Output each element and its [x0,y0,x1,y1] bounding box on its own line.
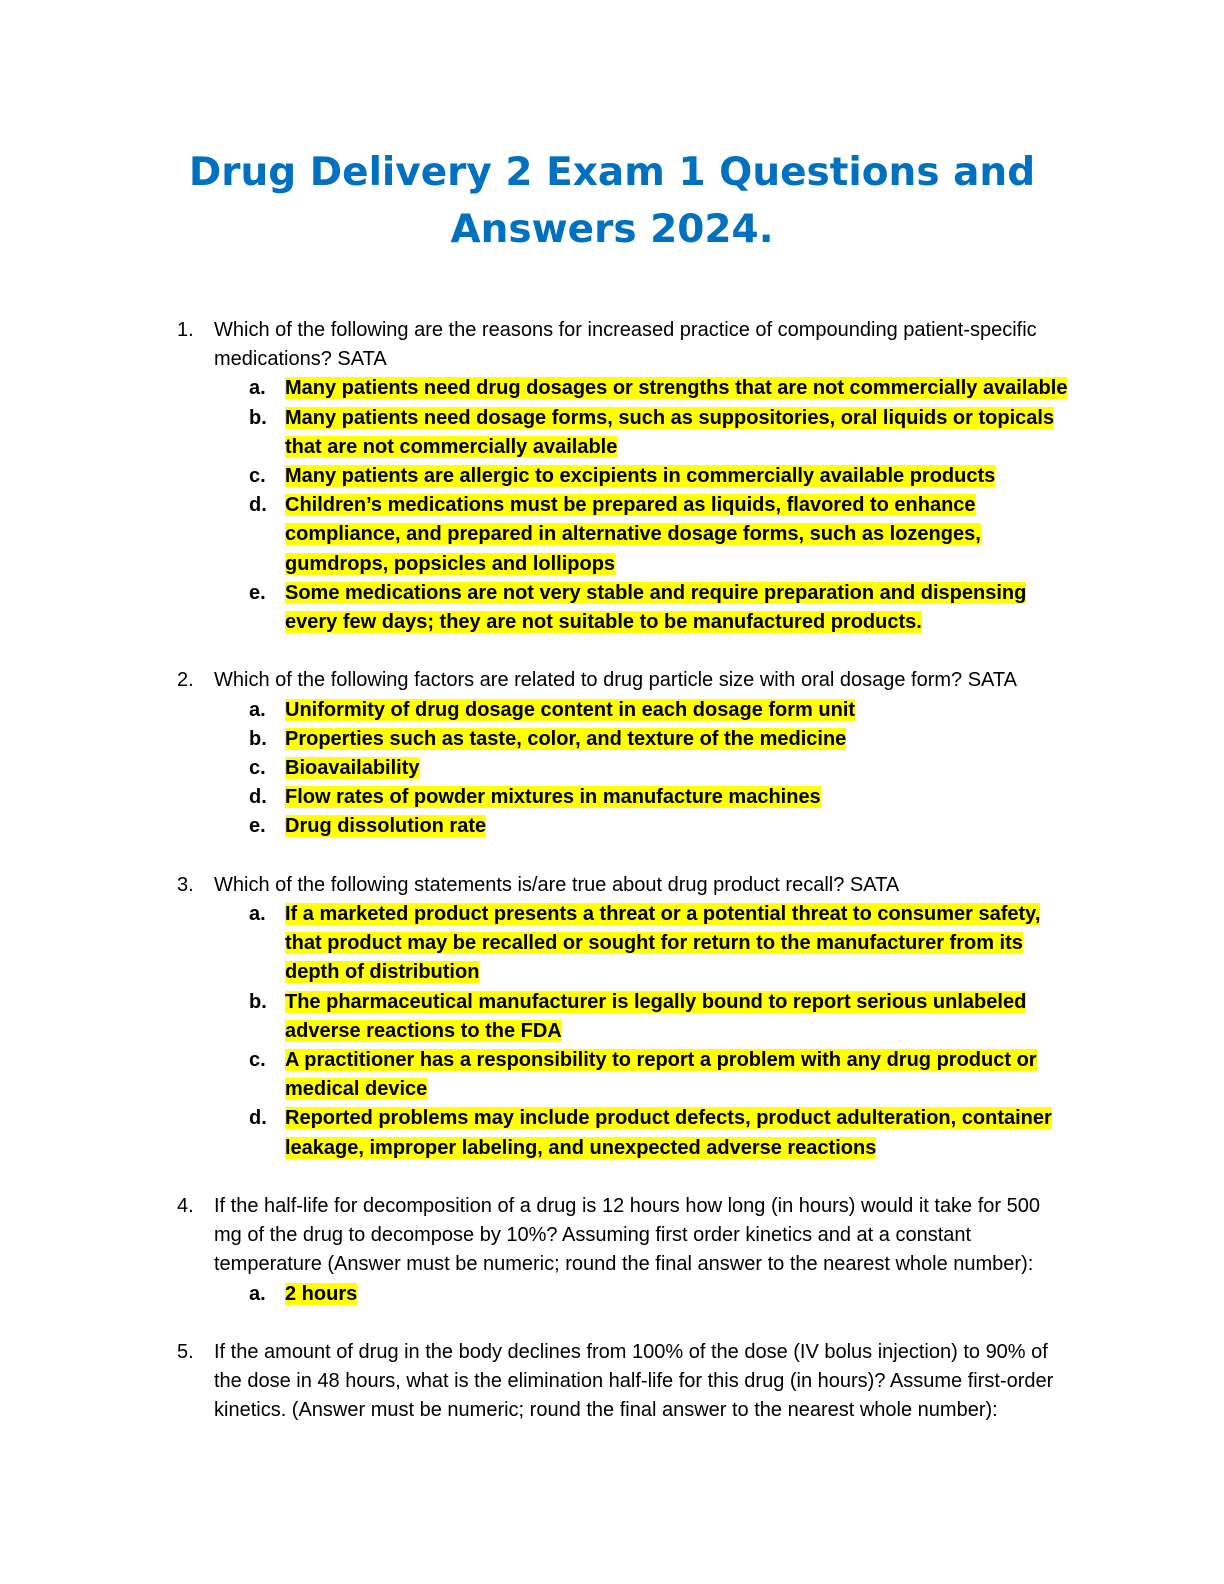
answer-option [0,404,1224,462]
option-letter: b. [249,990,267,1013]
answer-option [0,1104,1224,1162]
question-4 [0,1192,1224,1309]
option-letter: a. [249,377,266,400]
option-letter: a. [249,1282,266,1305]
option-text: Bioavailability [285,757,420,780]
option-letter: c. [249,465,266,488]
answer-options [0,696,1224,842]
option-text: A practitioner has a responsibility to report a problem with any drug product or medical device [285,1049,1037,1101]
option-text: Many patients are allergic to excipients in commercially available products [285,465,996,488]
answer-option [0,725,1224,754]
question-number: 1. [177,319,194,341]
answer-option [0,754,1224,783]
option-letter: a. [249,698,266,721]
option-text: 2 hours [285,1282,358,1305]
title-line-2: Answers 2024. [450,207,774,252]
question-text: Which of the following are the reasons for increased practice of compounding patient-specific medications? SATA [214,319,1037,371]
option-letter: a. [249,903,266,926]
option-letter: c. [249,757,266,780]
question-text: Which of the following factors are related to drug particle size with oral dosage form? SATA [214,669,1017,692]
answer-option [0,812,1224,841]
answer-option [0,900,1224,988]
option-letter: d. [249,786,267,809]
answer-options [0,900,1224,1163]
question-text: If the amount of drug in the body declines from 100% of the dose (IV bolus injection) to 90% of the dose in 48 hours, what is the elimination half-life for this drug (in hours)? Assume first-order kinetics. (Answer must be numeric; round the final answer to the nearest whole number): [214,1341,1054,1422]
option-text: Reported problems may include product defects, product adulteration, container leakage, improper labeling, and unexpected adverse reactions [285,1107,1052,1159]
option-text: Many patients need dosage forms, such as suppositories, oral liquids or topicals that are not commercially available [285,406,1055,458]
answer-options [0,374,1224,637]
title-line-1: Drug Delivery 2 Exam 1 Questions and [188,150,1036,195]
option-text: Some medications are not very stable and require preparation and dispensing every few days; they are not suitable to be manufactured products. [285,581,1027,634]
question-number: 4. [177,1195,194,1218]
option-letter: b. [249,406,267,429]
question-number: 5. [177,1341,194,1364]
option-letter: d. [249,1107,267,1130]
answer-option [0,783,1224,812]
question-text: If the half-life for decomposition of a drug is 12 hours how long (in hours) would it take for 500 mg of the drug to decompose by 10%? Assuming first order kinetics and at a constant temperature (Answer must be numeric; round the final answer to the nearest whole number): [214,1195,1041,1276]
option-text: Children’s medications must be prepared as liquids, flavored to enhance compliance, and prepared in alternative dosage forms, such as lozenges, gumdrops, popsicles and lollipops [285,494,981,575]
option-text: Properties such as taste, color, and texture of the medicine [285,727,847,750]
option-text: The pharmaceutical manufacturer is legally bound to report serious unlabeled adverse reactions to the FDA [285,990,1027,1042]
answer-option [0,988,1224,1046]
question-number: 2. [177,669,194,692]
question-number: 3. [177,873,194,896]
question-1 [0,316,1224,637]
question-3 [0,871,1224,1163]
answer-option [0,1280,1224,1309]
option-text: Flow rates of powder mixtures in manufacture machines [285,786,821,809]
option-text: Many patients need drug dosages or strengths that are not commercially available [285,377,1068,400]
option-text: If a marketed product presents a threat or a potential threat to consumer safety, that product may be recalled or sought for return to the manufacturer from its depth of distribution [285,903,1041,984]
question-5 [0,1338,1224,1426]
answer-option [0,374,1224,403]
answer-options [0,1280,1224,1309]
answer-option [0,579,1224,637]
option-letter: e. [249,815,266,838]
page-title [150,144,1074,258]
answer-option [0,696,1224,725]
option-letter: c. [249,1049,266,1072]
option-text: Drug dissolution rate [285,815,487,838]
question-2 [0,666,1224,841]
answer-option [0,462,1224,491]
option-text: Uniformity of drug dosage content in each dosage form unit [285,698,856,721]
option-letter: e. [249,581,266,604]
option-letter: b. [249,727,267,750]
option-letter: d. [249,494,267,517]
question-text: Which of the following statements is/are true about drug product recall? SATA [214,873,900,896]
question-list [0,316,1224,1455]
answer-option [0,491,1224,579]
answer-option [0,1046,1224,1104]
